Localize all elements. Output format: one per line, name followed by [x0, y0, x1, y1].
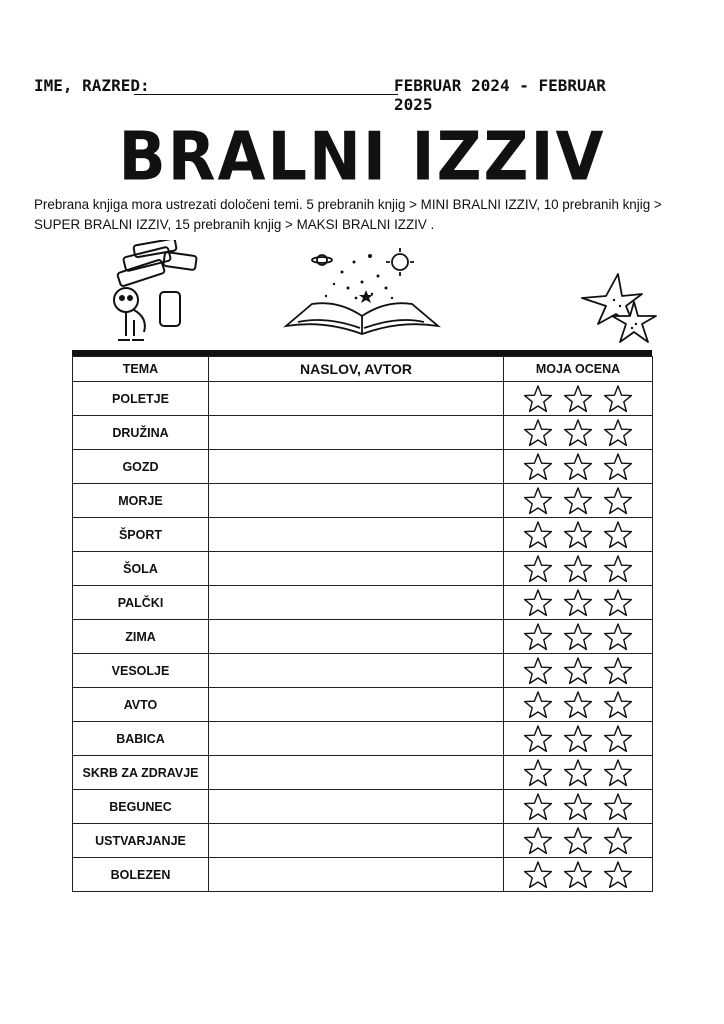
rating-cell — [504, 552, 653, 586]
table-row — [73, 858, 653, 892]
star-outline-icon[interactable] — [523, 520, 553, 550]
star-outline-icon[interactable] — [523, 418, 553, 448]
star-outline-icon[interactable] — [603, 588, 633, 618]
title-author-field[interactable] — [209, 688, 504, 722]
title-author-field[interactable] — [209, 756, 504, 790]
rating-cell — [504, 620, 653, 654]
star-outline-icon[interactable] — [603, 690, 633, 720]
reading-log-table — [72, 350, 652, 930]
theme-cell: DRUŽINA — [73, 416, 209, 450]
rating-cell — [504, 518, 653, 552]
header-row — [34, 74, 654, 114]
star-outline-icon[interactable] — [523, 758, 553, 788]
table-row — [73, 790, 653, 824]
theme-cell: GOZD — [73, 450, 209, 484]
star-outline-icon[interactable] — [563, 724, 593, 754]
title-author-field[interactable] — [209, 586, 504, 620]
star-rating — [504, 656, 652, 686]
star-outline-icon[interactable] — [563, 860, 593, 890]
star-outline-icon[interactable] — [603, 724, 633, 754]
title-author-field[interactable] — [209, 484, 504, 518]
star-outline-icon[interactable] — [603, 826, 633, 856]
star-rating — [504, 486, 652, 516]
star-rating — [504, 860, 652, 890]
star-rating — [504, 724, 652, 754]
table-row — [73, 620, 653, 654]
header-tema: TEMA — [73, 357, 209, 382]
rating-cell — [504, 484, 653, 518]
title-author-field[interactable] — [209, 416, 504, 450]
title-author-field[interactable] — [209, 450, 504, 484]
theme-cell: ŠPORT — [73, 518, 209, 552]
rating-cell — [504, 450, 653, 484]
star-outline-icon[interactable] — [563, 622, 593, 652]
star-outline-icon[interactable] — [523, 690, 553, 720]
star-rating — [504, 554, 652, 584]
table-row — [73, 518, 653, 552]
star-rating — [504, 690, 652, 720]
star-rating — [504, 588, 652, 618]
theme-cell: POLETJE — [73, 382, 209, 416]
star-outline-icon[interactable] — [523, 622, 553, 652]
star-outline-icon[interactable] — [563, 452, 593, 482]
star-outline-icon[interactable] — [523, 452, 553, 482]
page-title: BRALNI IZZIV — [118, 117, 606, 196]
theme-cell: BABICA — [73, 722, 209, 756]
rating-cell — [504, 722, 653, 756]
rating-cell — [504, 382, 653, 416]
star-outline-icon[interactable] — [523, 588, 553, 618]
star-outline-icon[interactable] — [603, 792, 633, 822]
table-row — [73, 382, 653, 416]
name-class-field-line[interactable] — [134, 94, 398, 95]
date-range: FEBRUAR 2024 - FEBRUAR 2025 — [394, 76, 606, 114]
star-outline-icon[interactable] — [603, 452, 633, 482]
star-rating — [504, 758, 652, 788]
title-author-field[interactable] — [209, 722, 504, 756]
rating-cell — [504, 688, 653, 722]
title-author-field[interactable] — [209, 518, 504, 552]
star-outline-icon[interactable] — [563, 384, 593, 414]
star-outline-icon[interactable] — [603, 758, 633, 788]
table-row — [73, 416, 653, 450]
star-outline-icon[interactable] — [603, 384, 633, 414]
table-row — [73, 450, 653, 484]
star-rating — [504, 384, 652, 414]
title-author-field[interactable] — [209, 620, 504, 654]
title-author-field[interactable] — [209, 382, 504, 416]
star-outline-icon[interactable] — [603, 622, 633, 652]
rating-cell — [504, 416, 653, 450]
star-outline-icon[interactable] — [563, 758, 593, 788]
table-row — [73, 722, 653, 756]
rating-cell — [504, 790, 653, 824]
star-outline-icon[interactable] — [563, 656, 593, 686]
name-class-label: IME, RAZRED: — [34, 76, 150, 95]
star-outline-icon[interactable] — [563, 554, 593, 584]
theme-cell: USTVARJANJE — [73, 824, 209, 858]
rating-cell — [504, 586, 653, 620]
theme-cell: BEGUNEC — [73, 790, 209, 824]
star-outline-icon[interactable] — [523, 724, 553, 754]
star-outline-icon[interactable] — [523, 792, 553, 822]
table-row — [73, 688, 653, 722]
starfish-icon — [578, 272, 668, 350]
star-rating — [504, 622, 652, 652]
intro-text: Prebrana knjiga mora ustrezati določeni temi. 5 prebranih knjig > MINI BRALNI IZZIV, 10 prebranih knjig > SUPER BRALNI IZZIV, 15 prebranih knjig > MAKSI BRALNI IZZIV . — [34, 197, 662, 232]
rating-cell — [504, 756, 653, 790]
star-outline-icon[interactable] — [563, 588, 593, 618]
star-rating — [504, 452, 652, 482]
theme-cell: ZIMA — [73, 620, 209, 654]
star-outline-icon[interactable] — [603, 520, 633, 550]
star-rating — [504, 418, 652, 448]
table-row — [73, 586, 653, 620]
star-outline-icon[interactable] — [563, 826, 593, 856]
header-naslov-avtor: NASLOV, AVTOR — [209, 357, 504, 382]
star-outline-icon[interactable] — [603, 656, 633, 686]
table-row — [73, 484, 653, 518]
title-author-field[interactable] — [209, 858, 504, 892]
table-row — [73, 756, 653, 790]
rating-cell — [504, 654, 653, 688]
theme-cell: MORJE — [73, 484, 209, 518]
star-outline-icon[interactable] — [523, 826, 553, 856]
theme-cell: BOLEZEN — [73, 858, 209, 892]
table-row — [73, 824, 653, 858]
table-header-row — [73, 357, 653, 382]
theme-cell: AVTO — [73, 688, 209, 722]
star-outline-icon[interactable] — [603, 860, 633, 890]
star-outline-icon[interactable] — [563, 792, 593, 822]
star-outline-icon[interactable] — [523, 860, 553, 890]
title-author-field[interactable] — [209, 824, 504, 858]
star-outline-icon[interactable] — [523, 554, 553, 584]
star-outline-icon[interactable] — [563, 418, 593, 448]
title-author-field[interactable] — [209, 654, 504, 688]
theme-cell: VESOLJE — [73, 654, 209, 688]
star-outline-icon[interactable] — [523, 384, 553, 414]
star-outline-icon[interactable] — [603, 554, 633, 584]
star-rating — [504, 792, 652, 822]
title-author-field[interactable] — [209, 552, 504, 586]
rating-cell — [504, 824, 653, 858]
theme-cell: ŠOLA — [73, 552, 209, 586]
rating-cell — [504, 858, 653, 892]
star-outline-icon[interactable] — [603, 418, 633, 448]
star-outline-icon[interactable] — [563, 520, 593, 550]
title-author-field[interactable] — [209, 790, 504, 824]
star-rating — [504, 520, 652, 550]
reading-table — [72, 356, 653, 892]
star-rating — [504, 826, 652, 856]
kid-carrying-books-icon — [104, 240, 204, 345]
star-outline-icon[interactable] — [523, 486, 553, 516]
theme-cell: PALČKI — [73, 586, 209, 620]
star-outline-icon[interactable] — [523, 656, 553, 686]
star-outline-icon[interactable] — [563, 690, 593, 720]
theme-cell: SKRB ZA ZDRAVJE — [73, 756, 209, 790]
table-row — [73, 654, 653, 688]
table-row — [73, 552, 653, 586]
header-moja-ocena: MOJA OCENA — [504, 357, 653, 382]
open-book-stars-icon — [282, 242, 442, 342]
star-outline-icon[interactable] — [603, 486, 633, 516]
star-outline-icon[interactable] — [563, 486, 593, 516]
